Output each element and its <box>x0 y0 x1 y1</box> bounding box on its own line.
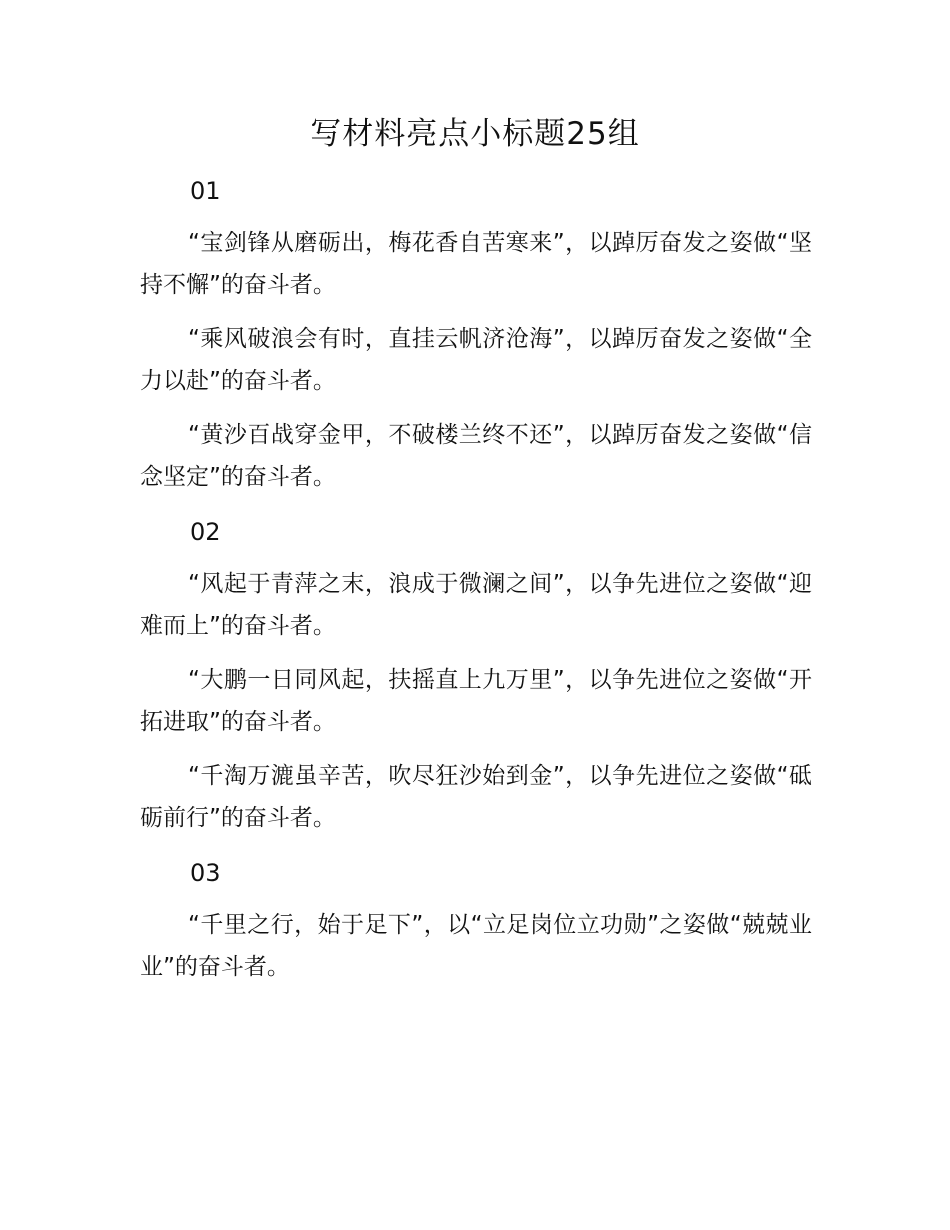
paragraph: “大鹏一日同风起，扶摇直上九万里”，以争先进位之姿做“开拓进取”的奋斗者。 <box>140 667 812 735</box>
paragraph: “千里之行，始于足下”，以“立足岗位立功勋”之姿做“兢兢业业”的奋斗者。 <box>140 912 812 980</box>
paragraph: “乘风破浪会有时，直挂云帆济沧海”，以踔厉奋发之姿做“全力以赴”的奋斗者。 <box>140 326 812 394</box>
section-number: 03 <box>190 859 221 887</box>
paragraph: “千淘万漉虽辛苦，吹尽狂沙始到金”，以争先进位之姿做“砥砺前行”的奋斗者。 <box>140 763 812 831</box>
section-number: 02 <box>190 518 221 546</box>
section-number: 01 <box>190 177 221 205</box>
paragraph: “风起于青萍之末，浪成于微澜之间”，以争先进位之姿做“迎难而上”的奋斗者。 <box>140 571 812 639</box>
paragraph: “宝剑锋从磨砺出，梅花香自苦寒来”，以踔厉奋发之姿做“坚持不懈”的奋斗者。 <box>140 230 812 298</box>
document-title: 写材料亮点小标题25组 <box>310 116 640 152</box>
paragraph: “黄沙百战穿金甲，不破楼兰终不还”，以踔厉奋发之姿做“信念坚定”的奋斗者。 <box>140 422 812 490</box>
